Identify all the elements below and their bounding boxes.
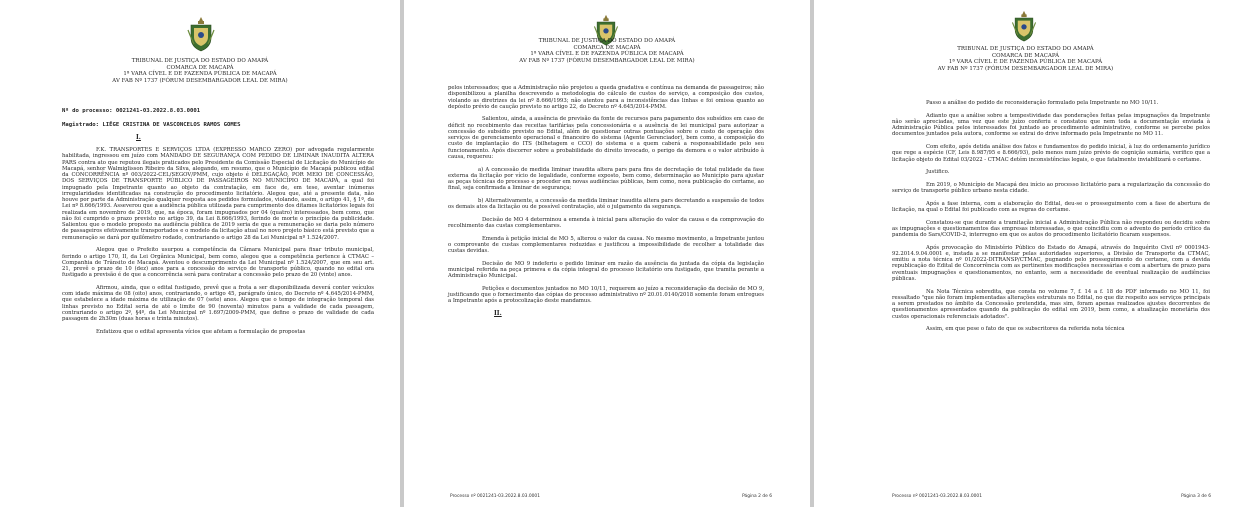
page-1-body	[62, 108, 374, 341]
paragraph: F.K. TRANSPORTES E SERVIÇOS LTDA (EXPRESSO MARCO ZERO) por advogada regularmente habilitada, ingressou em juízo com MANDADO DE SEGURANÇA COM PEDIDO DE LIMINAR INAUDITA ALTERA PARS contra ato que reputou ilegais praticados pelo Presidente da Comissão Especial de Licitação do Município de Macapá, senhor Walmiglisson Ribeiro da Silva, alegando, em resumo, que o Município de Macapá publicou edital da CONCORRÊNCIA nº 003/2022-CEL/SEGOV/PMM, cujo objeto é DELEGAÇÃO, POR MEIO DE CONCESSÃO, DOS SERVIÇOS DE TRANSPORTE PÚBLICO DE PASSAGEIROS NO MUNICÍPIO DE MACAPÁ, a qual foi impugnado pela Impetrante quanto ao objeto da contratação, em face de, em tese, aventar inúmeras irregularidades identificadas na construção do procedimento licitatório. Alegou que, até a presente data, não houve por parte da Administração qualquer resposta aos pedidos formulados, violando, assim, o artigo 41, § 1º, da Lei nº 8.666/1993. Asseverou que a audiência pública utilizada para cumprimento dos ditames licitatórios legais foi realizada em novembro de 2019, que, na época, foram impugnados por 04 (quatro) interessados, bem como, que não foi cumprido o prazo previsto no artigo 39, da Lei 8.666/1993, ferindo de morte o princípio da publicidade. Salientou que o modelo proposto na audiência pública de 2019 seria de que a remuneração se daria pelo número de passageiros efetivamente transportados e o modelo da licitação atual no novo projeto básico está previsto que a remuneração se dará por quilômetro rodado, contrariando o artigo 28 da Lei Municipal nº 1.524/2007.	[62, 147, 374, 241]
court-seal-icon	[1010, 10, 1038, 42]
paragraph: Em 2019, o Município de Macapá deu início ao processo licitatório para a regularização da concessão do serviço de transporte público urbano nesta cidade.	[892, 181, 1210, 195]
section-heading-i: I.	[136, 133, 141, 141]
court-district: COMARCA DE MACAPÁ	[573, 44, 641, 51]
page-footer-process: Processo nº 0021241-03.2022.8.03.0001	[892, 494, 983, 499]
paragraph: Adianto que a análise sobre a tempestividade das ponderações feitas pelas impugnações da Impetrante não serão apreciadas, uma vez que este juízo conferiu e constatou que nem toda a documentação enviada à Administração Pública pelos interessados foi juntado ao procedimento administrativo, conforme se percebe pelos documentos juntados pela autora, conforme se extrai do drive informado pela Impetrante no MO 11.	[892, 112, 1210, 138]
court-header	[814, 46, 1237, 72]
court-unit: 1ª VARA CÍVEL E DE FAZENDA PÚBLICA DE MACAPÁ	[123, 71, 277, 78]
paragraph: Decisão de MO 4 determinou a emenda à inicial para alteração do valor da causa e da comprovação do recolhimento das custas complementares.	[448, 216, 764, 230]
page-3-body	[892, 100, 1210, 339]
document-page-2	[404, 0, 810, 507]
paragraph: Petições e documentos juntados no MO 10/11, requerem ao juízo a reconsideração da decisão de MO 9, justificando que o fornecimento das cópias do processo administrativo nº 20.01.0140/2018 somente foram entregues a Impetrante após a protocolização deste mandamus.	[448, 285, 764, 305]
paragraph: Passo a análise do pedido de reconsideração formulado pela Impetrante no MO 10/11.	[926, 100, 1159, 106]
paragraph: Enfatizou que o edital apresenta vícios que afetam a formulação de propostas	[96, 328, 306, 335]
court-header	[0, 58, 400, 84]
magistrate-name: Magistrado: LIÊGE CRISTINA DE VASCONCELOS RAMOS GOMES	[62, 122, 241, 129]
paragraph: Decisão de MO 9 indeferiu o pedido liminar em razão da ausência da juntada da cópia da legislação municipal referida na peça primeva e da cópia integral do processo licitatório ora fustigado, que tramita perante a Administração Municipal.	[448, 260, 764, 280]
court-address: AV FAB Nº 1737 (FÓRUM DESEMBARGADOR LEAL DE MIRA)	[112, 77, 288, 84]
document-page-3	[814, 0, 1237, 507]
court-district: COMARCA DE MACAPÁ	[166, 64, 234, 71]
court-header	[404, 38, 810, 64]
process-number: Nº do processo: 0021241-03.2022.8.03.0001	[62, 108, 201, 114]
paragraph: Com efeito, após detida análise dos fatos e fundamentos do pedido inicial, à luz do ordenamento jurídico que rege a espécie (CF, Leis 8.987/95 e 8.666/93), pelo menos num juízo prévio de cognição sumária, verifico que a licitação objeto do Edital 03/2022 - CTMAC detém inconsistências legais, o que fatalmente inviabilizará o certame.	[892, 144, 1210, 163]
court-unit: 1ª VARA CÍVEL E DE FAZENDA PÚBLICA DE MACAPÁ	[948, 59, 1103, 66]
court-name: TRIBUNAL DE JUSTIÇA DO ESTADO DO AMAPÁ	[131, 58, 269, 64]
court-name: TRIBUNAL DE JUSTIÇA DO ESTADO DO AMAPÁ	[538, 38, 676, 44]
paragraph: Justifico.	[926, 169, 950, 176]
paragraph: Alegou que o Prefeito usurpou a competência da Câmara Municipal para fixar tributo municipal, ferindo o artigo 170, II, da Lei Orgânica Municipal, bem como, alegou que a competência pertence à CTMAC – Companhia de Trânsito de Macapá. Aventou o descumprimento da Lei Municipal nº 1.524/2007, que em seu art. 21, prevê o prazo de 10 (dez) anos para a concessão do serviço de transporte público, quando no edital ora fustigado a previsão é de que a concorrência será para contratar a concessão pelo prazo de 20 (vinte) anos.	[62, 247, 374, 279]
court-address: AV FAB Nº 1737 (FÓRUM DESEMBARGADOR LEAL DE MIRA)	[937, 65, 1114, 72]
court-district: COMARCA DE MACAPÁ	[991, 52, 1060, 59]
paragraph: Na Nota Técnica sobredita, que consta no volume 7, f. 14 a f. 18 do PDF informado no MO 11, foi ressaltado "que não foram implementadas alterações estruturais no Edital, no que diz respeito aos serviços principais a serem prestados no âmbito da Concessão pretendida, mas sim, foram apenas realizados ajustes decorrentes de questionamentos apresentados quando da publicação do edital em 2019, bem como, a atualização monetária dos custos operacionais referenciais adotados".	[892, 288, 1210, 320]
page-footer-page-number: Página 2 de 6	[742, 494, 772, 499]
section-heading-ii: II.	[494, 310, 502, 318]
paragraph: Afirmou, ainda, que o edital fustigado, prevê que a frota a ser disponibilizada deverá conter veículos com idade máxima de 08 (oito) anos, contrariando, o artigo 45, parágrafo único, do Decreto nº 4.645/2014-PMM, que estabelece a idade máxima de utilização de 07 (sete) anos. Alegou que o tempo de integração temporal das linhas previsto no Edital seria de até o limite de 90 (noventa) minutos para a validade de cada passagem, contrariando o artigo 2º, §4º, da Lei Municipal nº 1.697/2009-PMM, que define o prazo de validade de cada passagem de 2h30m (duas horas e trinta minutos).	[62, 284, 374, 323]
paragraph: Salientou, ainda, a ausência de previsão da fonte de recursos para pagamento dos subsídios em caso de déficit no recebimento das receitas tarifárias pela concessionária e a ausência de lei municipal para autorizar a concessão do subsídio previsto no Edital, além de questionar outras pontuações sobre o custo de operação dos serviços de gerenciamento operacional e financeiro do sistema (Agente Gerenciador), bem como, a composição do custo de implantação do ITS (bilhetagem e CCO) do sistema e a quem caberá a responsabilidade pelo seu funcionamento. Após discorrer sobre a probabilidade do direito invocado, o perigo da demora e o valor atribuído à causa, requereu:	[448, 116, 764, 160]
paragraph: pelos interessados; que a Administração não projetou a queda gradativa e contínua na demanda de passageiros; não disponibilizou a planilha descrevendo a metodologia do cálculo de custos do serviço, a composição dos custos, violando as diretrizes da lei nº 8.666/1993; não atentou para a inconsistências das linhas e foi omissa quanto ao depósito prévio de caução previsto no artigo 22, do Decreto nº 4.645/2014-PMM.	[448, 85, 764, 110]
court-name: TRIBUNAL DE JUSTIÇA DO ESTADO DO AMAPÁ	[957, 46, 1094, 52]
paragraph: b) Alternativamente, a concessão da medida liminar inaudita altera pars decretando a suspensão de todos os demais atos da licitação ou de possível contratação, até o julgamento da segurança.	[448, 197, 764, 211]
paragraph: Assim, em que pese o fato de que os subscritores da referida nota técnica	[926, 326, 1125, 333]
paragraph: Emenda à petição inicial de MO 5, alterou o valor da causa. No mesmo movimento, a Impetrante juntou o comprovante de custas complementares reduzidas e justificou a impossibilidade de recolher a totalidade das custas devidas.	[448, 235, 764, 255]
page-footer-process: Processo nº 0021241-03.2022.8.03.0001	[450, 494, 541, 499]
paragraph: Após a fase interna, com a elaboração do Edital, deu-se o prosseguimento com a fase de abertura de licitação, na qual o Edital foi publicado com as regras do certame.	[892, 200, 1210, 213]
court-address: AV FAB Nº 1737 (FÓRUM DESEMBARGADOR LEAL DE MIRA)	[519, 57, 695, 64]
paragraph: Constatou-se que durante a tramitação inicial a Administração Pública não respondeu ou decidiu sobre as impugnações e questionamentos das empresas interessadas, o que coincidiu com o advento do período crítico da pandemia do Sars/COVID-2, interregno em que os autos do procedimento licitatório ficaram suspensos.	[892, 219, 1210, 239]
page-footer-page-number: Página 3 de 6	[1181, 494, 1211, 499]
page-2-body	[448, 85, 764, 324]
paragraph: Após provocação do Ministério Público do Estado do Amapá, através do Inquérito Civil nº 0001943-92.2014.9.04.0001 e, instada a se manifestar pelas autoridades superiores, a Divisão de Transporte da CTMAC, emitiu a nota técnica nº 01/2022-DITRANSP/CTMAC, pugnando pelo prosseguimento do certame, com a devida republicação do Edital de Concorrência com as pertinentes modificações necessárias e com a abertura de prazo para eventuais impugnações e questionamentos, no entanto, sem a necessidade de eventual realização de audiências públicas.	[892, 244, 1210, 282]
court-seal-icon	[186, 16, 216, 52]
court-unit: 1ª VARA CÍVEL E DE FAZENDA PÚBLICA DE MACAPÁ	[530, 51, 684, 58]
paragraph: a) A concessão de medida liminar inaudita altera pars para fins de decretação de total nulidade da fase externa da licitação por vício de legalidade, conforme exposto, bem como, determinação ao Município para ajustar as peças técnicas do processo e proceder em novas audiências públicas, bem como, nova publicação do certame, ao final, seja confirmada a liminar de segurança;	[448, 166, 764, 192]
document-page-1	[0, 0, 400, 507]
